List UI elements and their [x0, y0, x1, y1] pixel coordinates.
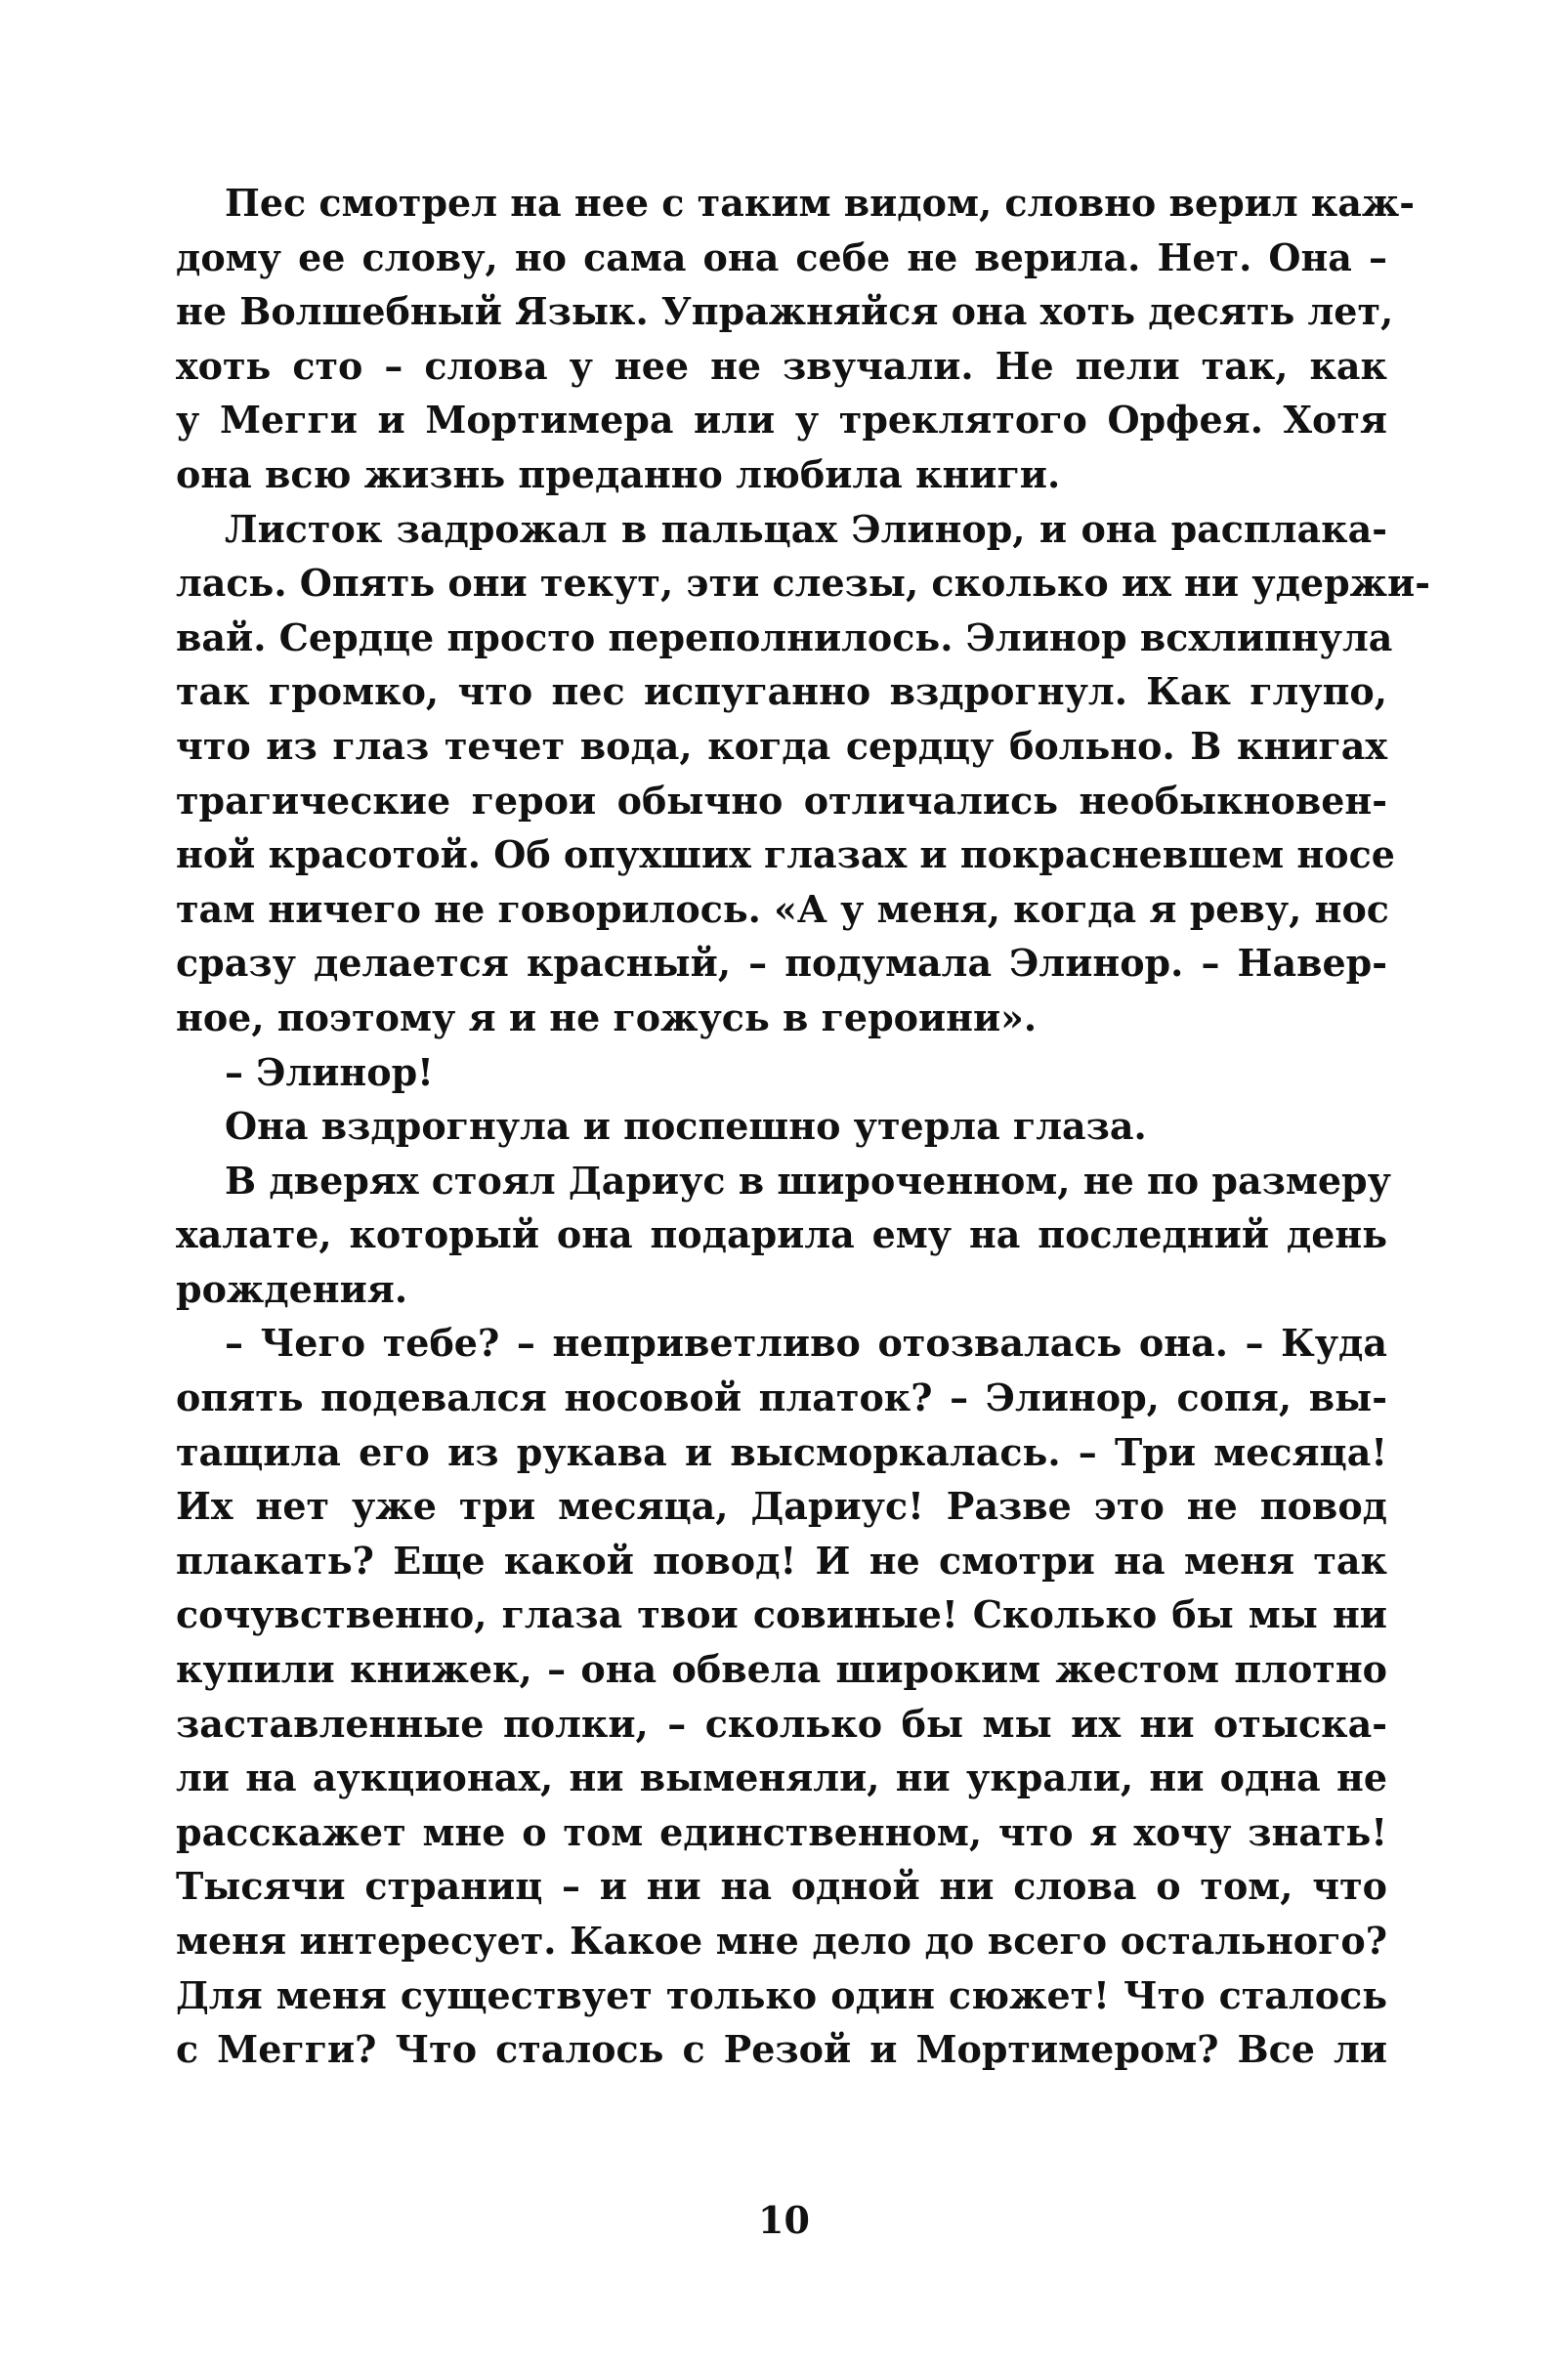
- text-line: тащила его из рукава и высморкалась. – Три месяца!: [176, 1429, 1387, 1474]
- text-line: Она вздрогнула и поспешно утерла глаза.: [225, 1104, 1147, 1149]
- text-line: плакать? Еще какой повод! И не смотри на меня так: [176, 1538, 1387, 1583]
- text-line: ли на аукционах, ни выменяли, ни украли, ни одна не: [176, 1755, 1387, 1800]
- text-line: меня интересует. Какое мне дело до всего остального?: [176, 1919, 1387, 1963]
- text-line: – Элинор!: [225, 1049, 434, 1094]
- text-line: сочувственно, глаза твои совиные! Сколько бы мы ни: [176, 1592, 1387, 1637]
- text-line: В дверях стоял Дариус в широченном, не по размеру: [225, 1158, 1391, 1203]
- text-line: расскажет мне о том единственном, что я хочу знать!: [176, 1809, 1387, 1854]
- text-line: Пес смотрел на нее с таким видом, словно верил каж-: [225, 181, 1416, 225]
- text-line: хоть сто – слова у нее не звучали. Не пели так, как: [176, 343, 1387, 388]
- text-line: что из глаз течет вода, когда сердцу больно. В книгах: [176, 723, 1387, 768]
- page-number: 10: [758, 2198, 810, 2242]
- text-line: трагические герои обычно отличались необыкновен-: [176, 778, 1387, 823]
- text-line: ное, поэтому я и не гожусь в героини».: [176, 994, 1038, 1039]
- page-text: [176, 176, 1430, 2077]
- text-line: Тысячи страниц – и ни на одной ни слова о том, что: [176, 1864, 1387, 1909]
- text-line: дому ее слову, но сама она себе не верила. Нет. Она –: [176, 234, 1387, 279]
- text-line: лась. Опять они текут, эти слезы, сколько их ни удержи-: [176, 561, 1430, 606]
- text-line: у Мегги и Мортимера или у треклятого Орфея. Хотя: [176, 398, 1387, 443]
- text-line: опять подевался носовой платок? – Элинор, сопя, вы-: [176, 1375, 1387, 1420]
- text-line: купили книжек, – она обвела широким жестом плотно: [176, 1647, 1387, 1692]
- text-line: она всю жизнь преданно любила книги.: [176, 451, 1061, 496]
- text-line: вай. Сердце просто переполнилось. Элинор всхлипнула: [176, 614, 1393, 659]
- text-line: рождения.: [176, 1266, 408, 1311]
- text-line: с Мегги? Что сталось с Резой и Мортимером? Все ли: [176, 2027, 1387, 2072]
- text-line: так громко, что пес испуганно вздрогнул. Как глупо,: [176, 669, 1387, 714]
- text-line: Для меня существует только один сюжет! Что сталось: [176, 1972, 1387, 2017]
- text-line: сразу делается красный, – подумала Элинор. – Навер-: [176, 941, 1387, 986]
- text-line: Листок задрожал в пальцах Элинор, и она расплака-: [225, 506, 1387, 551]
- text-line: там ничего не говорилось. «А у меня, когда я реву, нос: [176, 886, 1389, 931]
- text-line: – Чего тебе? – неприветливо отозвалась она. – Куда: [225, 1321, 1387, 1366]
- text-line: Их нет уже три месяца, Дариус! Разве это не повод: [176, 1484, 1387, 1529]
- text-line: заставленные полки, – сколько бы мы их ни отыска-: [176, 1701, 1387, 1746]
- text-line: халате, который она подарила ему на последний день: [176, 1212, 1387, 1257]
- text-line: ной красотой. Об опухших глазах и покрасневшем носе: [176, 832, 1395, 877]
- text-line: не Волшебный Язык. Упражняйся она хоть десять лет,: [176, 289, 1394, 334]
